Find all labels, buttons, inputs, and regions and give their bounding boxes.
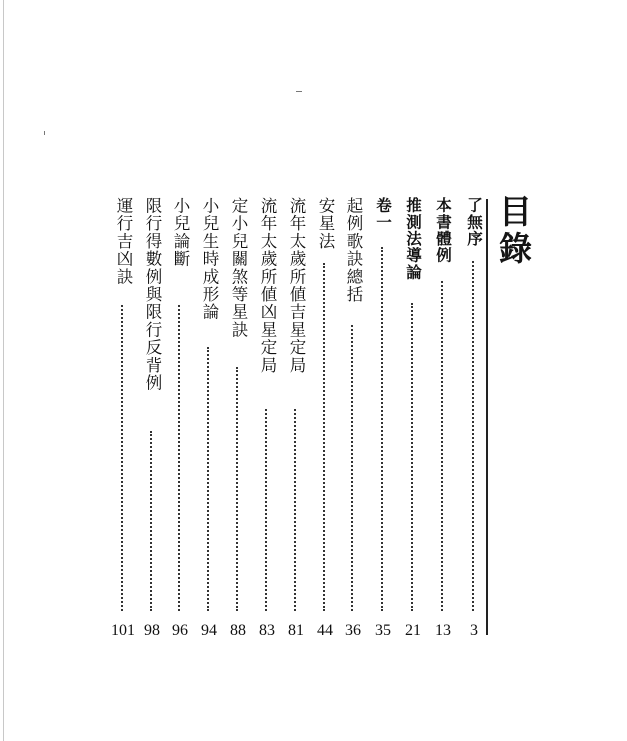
toc-entry-label: 流年太歲所値凶星定局: [258, 197, 277, 374]
toc-entry-page: 35: [375, 622, 391, 639]
leader-dots: [411, 303, 416, 611]
toc-entry-label: 安星法: [316, 197, 335, 251]
leader-dots: [236, 367, 241, 611]
toc-entry[interactable]: [255, 197, 279, 643]
toc-entry[interactable]: [431, 197, 455, 643]
toc-entry-label: 本書體例: [434, 197, 452, 264]
toc-entry-page: 3: [470, 622, 478, 639]
toc-entry-page: 13: [435, 622, 451, 639]
toc-entry-page: 36: [345, 622, 361, 639]
leader-dots: [265, 409, 270, 611]
toc-entry[interactable]: [226, 197, 250, 643]
leader-dots: [150, 431, 155, 611]
toc-entry-page: 88: [230, 622, 246, 639]
toc-entry-page: 21: [405, 622, 421, 639]
toc-entry[interactable]: [111, 197, 135, 643]
toc-entry[interactable]: [140, 197, 164, 643]
toc-entry-page: 44: [317, 622, 333, 639]
leader-dots: [207, 347, 212, 611]
toc-entry-label: 限行得數例與限行反背例: [143, 197, 162, 392]
scan-edge-line: [3, 0, 4, 741]
toc-entry-page: 81: [288, 622, 304, 639]
leader-dots: [294, 409, 299, 611]
toc-entry-label: 起例歌訣總括: [344, 197, 363, 304]
toc-entry[interactable]: [284, 197, 308, 643]
toc-entry-page: 94: [201, 622, 217, 639]
leader-dots: [351, 325, 356, 611]
toc-entry-label: 運行吉凶訣: [114, 197, 133, 286]
toc-entry-label: 定小兒關煞等星訣: [229, 197, 248, 339]
toc-entry[interactable]: [341, 197, 365, 643]
toc-entry-label: 小兒論斷: [171, 197, 190, 268]
toc-entry-page: 101: [111, 622, 135, 639]
leader-dots: [121, 305, 126, 611]
toc-entry[interactable]: [371, 197, 395, 643]
toc-entry-label: 了無序: [465, 197, 483, 248]
leader-dots: [178, 305, 183, 611]
toc-entry[interactable]: [197, 197, 221, 643]
scan-speck: [44, 131, 45, 135]
page-title: 目錄: [494, 194, 533, 268]
toc-entry-label: 推測法導論: [404, 197, 422, 281]
title-rule: [486, 199, 488, 635]
toc-entry-page: 98: [144, 622, 160, 639]
toc-entry-label: 小兒生時成形論: [200, 197, 219, 321]
leader-dots: [381, 247, 386, 611]
leader-dots: [441, 281, 446, 611]
leader-dots: [323, 263, 328, 611]
toc-entry[interactable]: [168, 197, 192, 643]
toc-entry-page: 96: [172, 622, 188, 639]
toc-entry[interactable]: [462, 197, 486, 643]
toc-entry-label: 卷一: [374, 197, 392, 231]
scan-speck: [296, 91, 302, 92]
toc-entry[interactable]: [313, 197, 337, 643]
leader-dots: [472, 261, 477, 611]
toc-entry[interactable]: [401, 197, 425, 643]
toc-entry-label: 流年太歲所値吉星定局: [287, 197, 306, 374]
toc-entry-page: 83: [259, 622, 275, 639]
